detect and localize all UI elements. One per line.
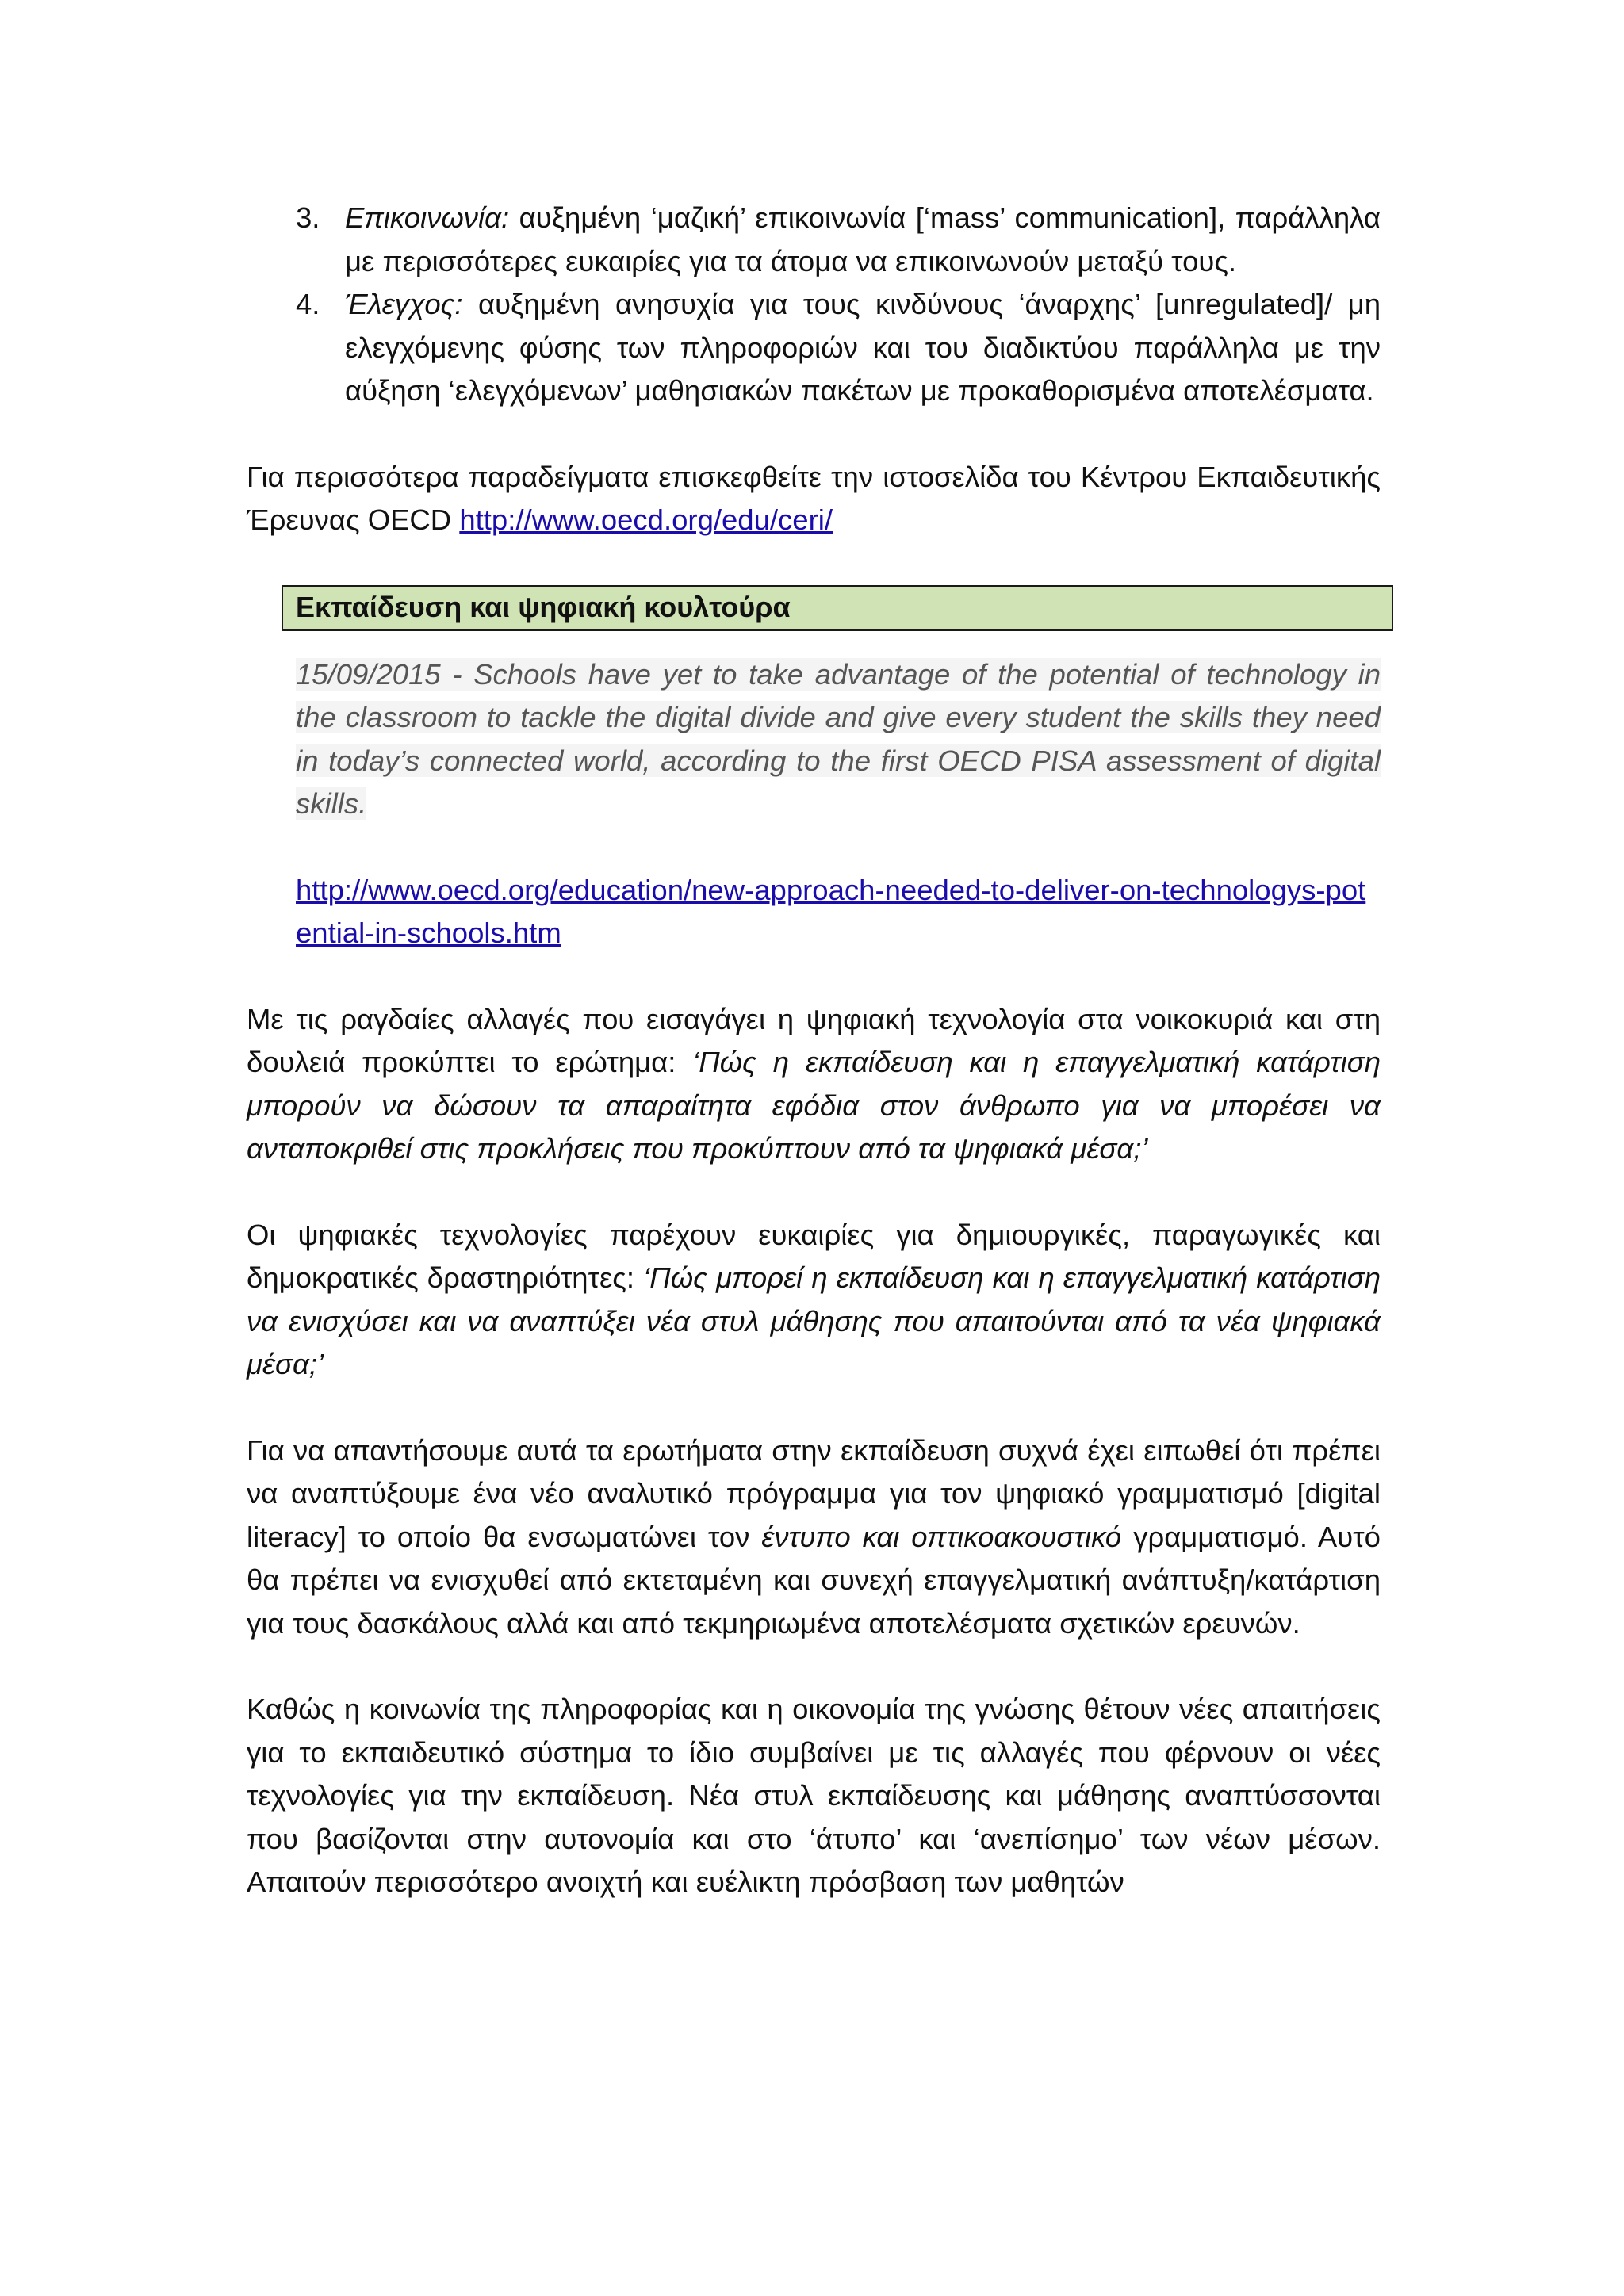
paragraph-2-question: ‘Πώς μπορεί η εκπαίδευση και η επαγγελματική κατάρτιση να ενισχύσει και να αναπτύξει νέα στυλ μάθησης που απαιτούνται από τα νέα ψηφιακά μέσα;’	[247, 1261, 1381, 1380]
section-box-title: Εκπαίδευση και ψηφιακή κουλτούρα	[282, 585, 1393, 631]
examples-text: Για περισσότερα παραδείγματα επισκεφθείτε την ιστοσελίδα του Κέντρου Εκπαιδευτικής Έρευνας OECD	[247, 460, 1381, 536]
paragraph-1	[247, 998, 1381, 1171]
paragraph-3	[247, 1429, 1381, 1646]
paragraph-2	[247, 1214, 1381, 1387]
paragraph-3-text-b: γραμματισμό. Αυτό θα πρέπει να ενισχυθεί από εκτεταμένη και συνεχή επαγγελματική ανάπτυξη/κατάρτιση για τους δασκάλους αλλά και από τεκμηριωμένα αποτελέσματα σχετικών ερευνών.	[247, 1520, 1381, 1640]
list-term: Έλεγχος:	[345, 288, 463, 320]
paragraph-4: Καθώς η κοινωνία της πληροφορίας και η οικονομία της γνώσης θέτουν νέες απαιτήσεις για το εκπαιδευτικό σύστημα το ίδιο συμβαίνει με τις αλλαγές που φέρνουν οι νέες τεχνολογίες για την εκπαίδευση. Νέα στυλ εκπαίδευσης και μάθησης αναπτύσσονται που βασίζονται στην αυτονομία και στο ‘άτυπο’ και ‘ανεπίσημο’ των νέων μέσων. Απαιτούν περισσότερο ανοιχτή και ευέλικτη πρόσβαση των μαθητών	[247, 1693, 1381, 1898]
document-page	[247, 197, 1381, 1904]
examples-paragraph	[247, 456, 1381, 542]
news-quote	[296, 653, 1381, 826]
paragraph-3-italic: έντυπο και οπτικοακουστικό	[761, 1520, 1122, 1553]
list-term: Επικοινωνία:	[345, 201, 510, 234]
list-text: αυξημένη ανησυχία για τους κινδύνους ‘άναρχης’ [unregulated]/ μη ελεγχόμενης φύσης των πληροφοριών και του διαδικτύου παράλληλα με την αύξηση ‘ελεγχόμενων’ μαθησιακών πακέτων με προκαθορισμένα αποτελέσματα.	[345, 288, 1381, 407]
list-item	[247, 197, 1381, 283]
list-number: 3.	[296, 201, 320, 234]
oecd-ceri-link[interactable]: http://www.oecd.org/edu/ceri/	[459, 503, 833, 536]
paragraph-3-text-a: Για να απαντήσουμε αυτά τα ερωτήματα στην εκπαίδευση συχνά έχει ειπωθεί ότι πρέπει να αναπτύξουμε ένα νέο αναλυτικό πρόγραμμα για τον ψηφιακό γραμματισμό [digital literacy] το οποίο θα ενσωματώνει τον	[247, 1433, 1381, 1553]
paragraph-1-question: ‘Πώς η εκπαίδευση και η επαγγελματική κατάρτιση μπορούν να δώσουν τα απαραίτητα εφόδια στον άνθρωπο για να μπορέσει να ανταποκριθεί στις προκλήσεις που προκύπτουν από τα ψηφιακά μέσα;’	[247, 1046, 1381, 1165]
paragraph-2-text: Οι ψηφιακές τεχνολογίες παρέχουν ευκαιρίες για δημιουργικές, παραγωγικές και δημοκρατικές δραστηριότητες:	[247, 1218, 1381, 1294]
news-link-paragraph	[296, 869, 1381, 955]
numbered-list	[247, 197, 1381, 413]
news-quote-text: 15/09/2015 - Schools have yet to take advantage of the potential of technology in the classroom to tackle the digital divide and give every student the skills they need in today’s connected world, according to the first OECD PISA assessment of digital skills.	[296, 657, 1381, 820]
list-number: 4.	[296, 288, 320, 320]
list-item	[247, 283, 1381, 413]
paragraph-1-text: Με τις ραγδαίες αλλαγές που εισαγάγει η ψηφιακή τεχνολογία στα νοικοκυριά και στη δουλειά προκύπτει το ερώτημα:	[247, 1002, 1381, 1078]
list-text: αυξημένη ‘μαζική’ επικοινωνία [‘mass’ communication], παράλληλα με περισσότερες ευκαιρίες για τα άτομα να επικοινωνούν μεταξύ τους.	[345, 201, 1381, 277]
oecd-education-link[interactable]: http://www.oecd.org/education/new-approach-needed-to-deliver-on-technologys-potential-in-schools.htm	[296, 873, 1366, 949]
